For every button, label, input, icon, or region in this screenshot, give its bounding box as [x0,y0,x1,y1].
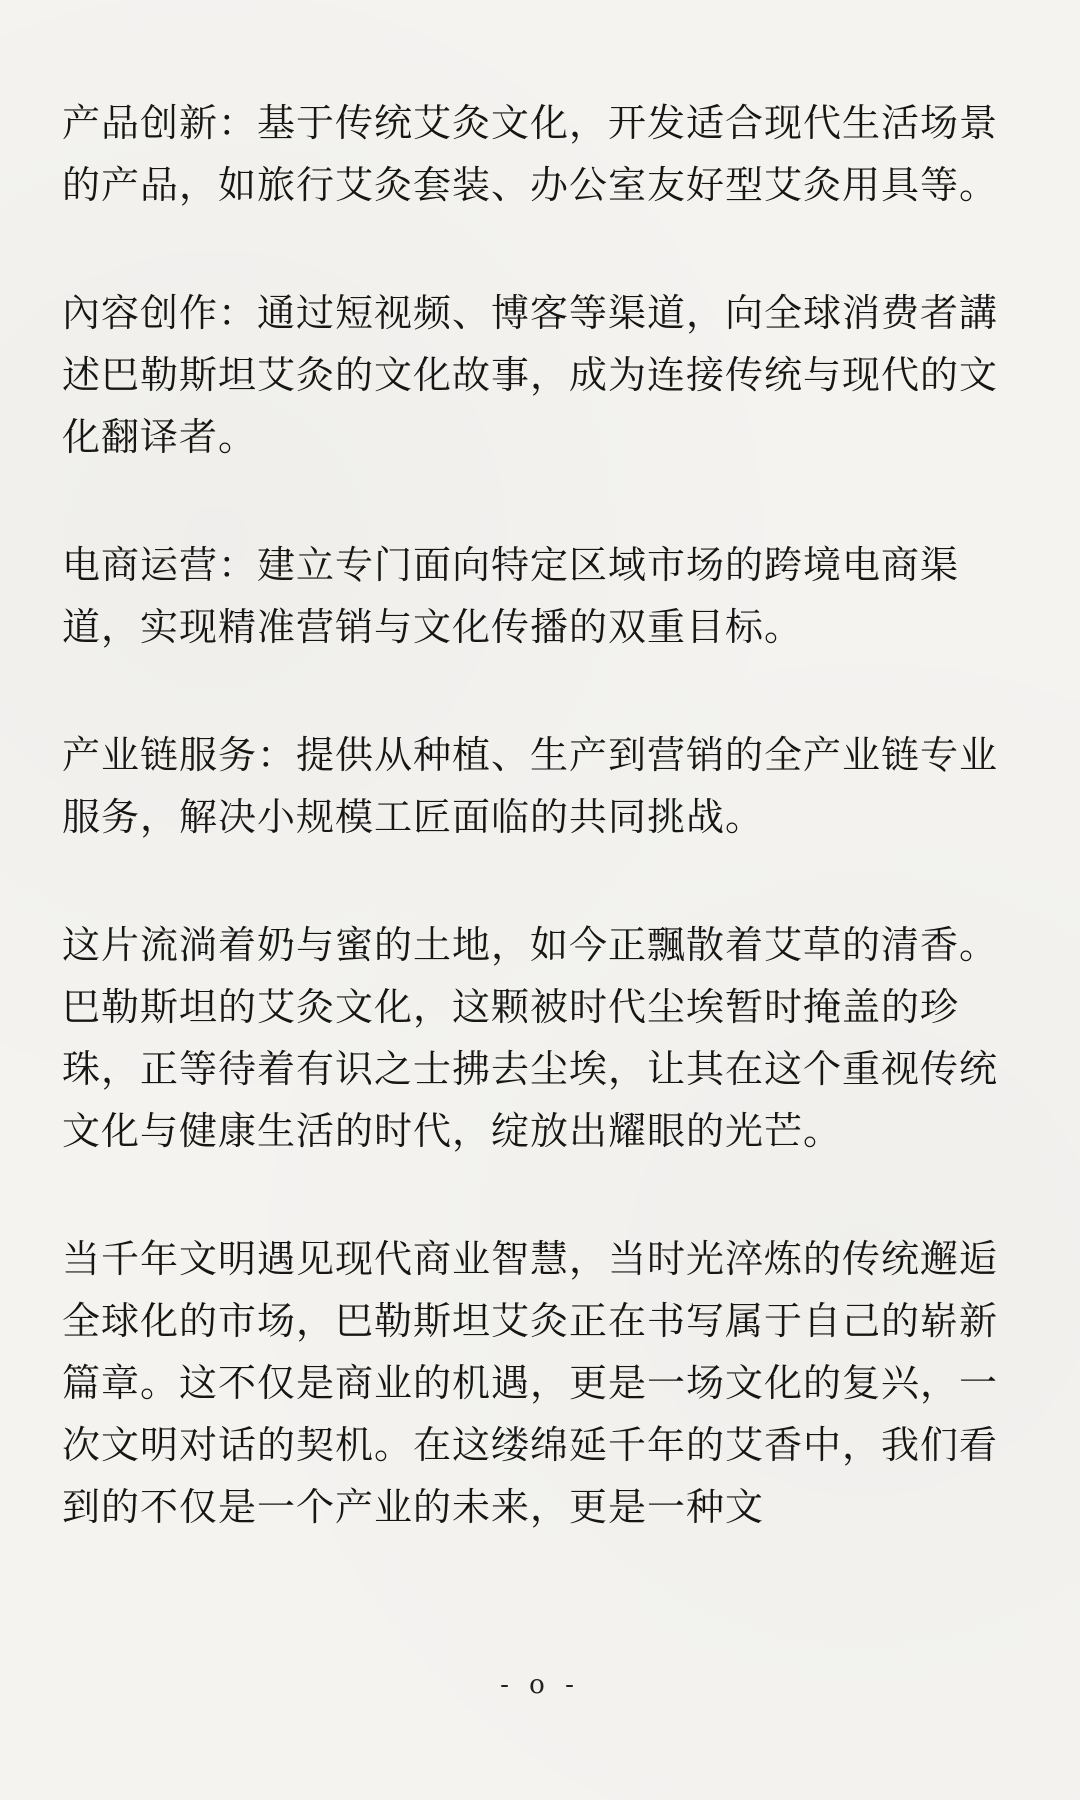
paragraph-land-fragrance: 这片流淌着奶与蜜的土地，如今正飄散着艾草的清香。巴勒斯坦的艾灸文化，这颗被时代尘埃暂时掩盖的珍珠，正等待着有识之士拂去尘埃，让其在这个重视传统文化与健康生活的时代，绽放出耀眼的光芒。 [62,923,999,1153]
paragraph-product-innovation: 产品创新：基于传统艾灸文化，开发适合现代生活场景的产品，如旅行艾灸套装、办公室友好型艾灸用具等。 [62,101,999,207]
paragraph-ecommerce: 电商运营：建立专门面向特定区域市场的跨境电商渠道，实现精准营销与文化传播的双重目标。 [62,543,960,649]
page-marker: - o - [500,1670,580,1700]
paragraph-industry-chain: 产业链服务：提供从种植、生产到营销的全产业链专业服务，解决小规模工匠面临的共同挑战。 [62,733,999,839]
article-body [62,92,1022,1604]
paragraph-millennia-civilization: 当千年文明遇见现代商业智慧，当时光淬炼的传统邂逅全球化的市场，巴勒斯坦艾灸正在书写属于自己的崭新篇章。这不仅是商业的机遇，更是一场文化的复兴，一次文明对话的契机。在这缕绵延千年的艾香中，我们看到的不仅是一个产业的未来，更是一种文 [62,1237,999,1529]
paragraph-content-creation: 內容创作：通过短视频、博客等渠道，向全球消费者講述巴勒斯坦艾灸的文化故事，成为连接传统与现代的文化翻译者。 [62,291,999,459]
